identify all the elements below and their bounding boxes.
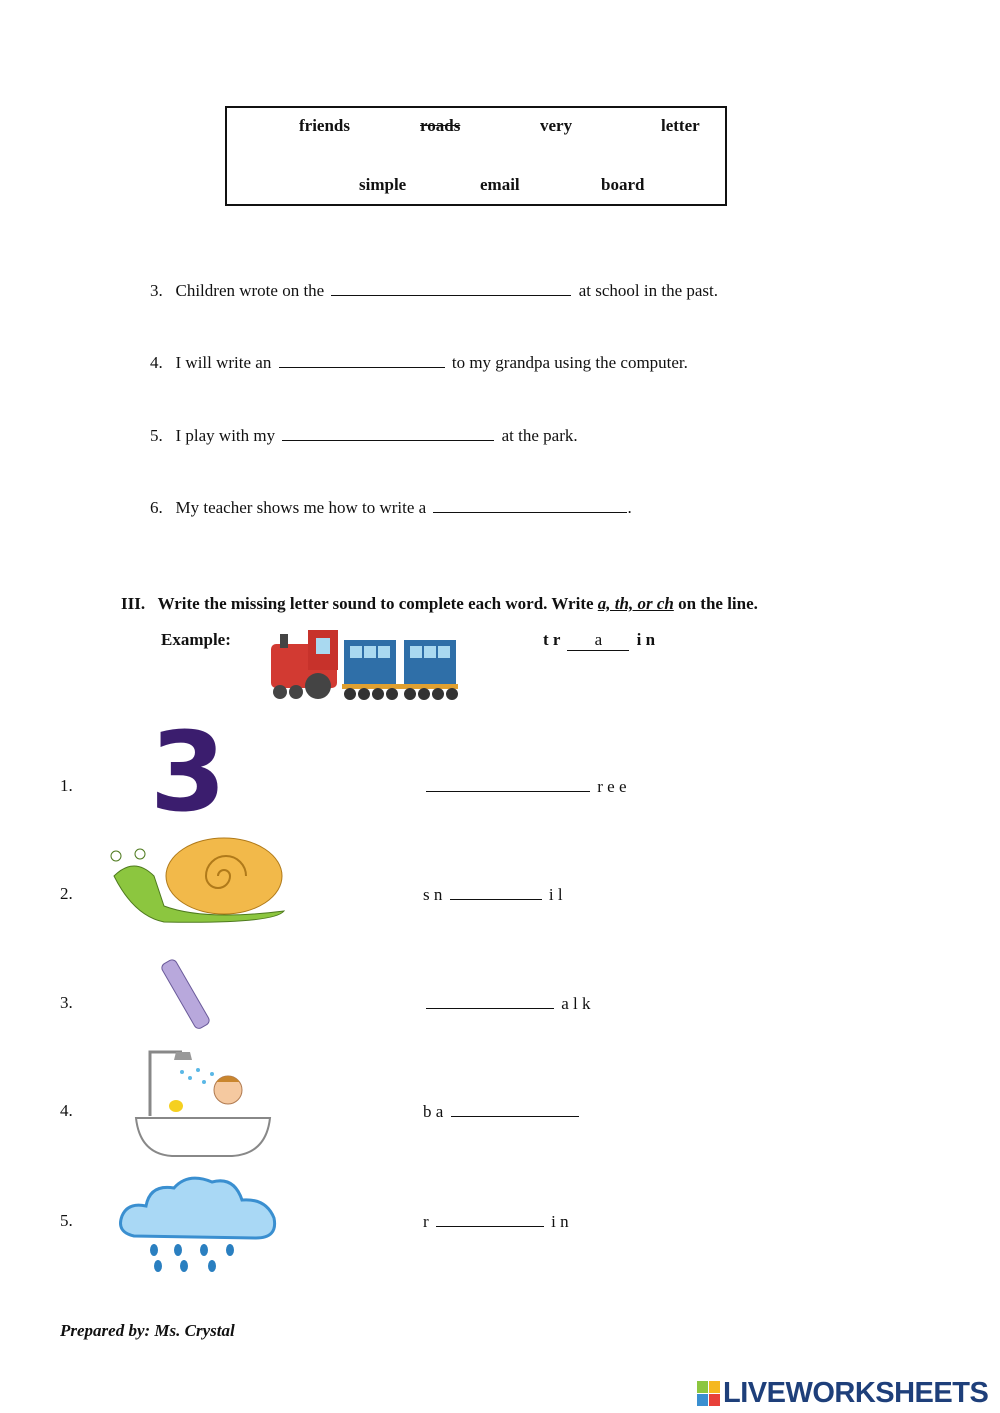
item-4-word	[423, 1101, 582, 1122]
sentence-number: 4.	[150, 353, 163, 372]
answer-blank[interactable]	[451, 1101, 579, 1117]
liveworksheets-logo[interactable]	[697, 1377, 988, 1410]
word-letter: letter	[661, 116, 700, 135]
word-friends: friends	[299, 116, 350, 135]
logo-blocks-icon	[697, 1381, 721, 1407]
section-3-heading	[121, 594, 758, 614]
sentence-text: Children wrote on the	[175, 281, 325, 300]
sentence-5	[150, 425, 578, 446]
item-number: 1.	[60, 776, 73, 795]
chalk-image	[160, 955, 220, 1035]
sentence-number: 3.	[150, 281, 163, 300]
word-bank	[225, 106, 727, 206]
answer-blank[interactable]	[331, 280, 571, 296]
item-5-word	[423, 1211, 569, 1232]
answer-blank[interactable]	[282, 425, 494, 441]
train-image	[266, 626, 462, 702]
sentence-3	[150, 280, 718, 301]
sentence-text: .	[627, 498, 632, 517]
instruction-text: Write the missing letter sound to complete each word. Write	[157, 594, 594, 613]
prepared-by: Prepared by: Ms. Crystal	[60, 1321, 235, 1340]
word-part: s n	[423, 885, 443, 904]
snail-image	[104, 836, 288, 926]
example-before: t r	[543, 630, 561, 649]
instruction-text: on the line.	[678, 594, 758, 613]
answer-blank[interactable]	[279, 352, 445, 368]
word-part: r e e	[597, 777, 627, 796]
example-label: Example:	[161, 630, 231, 649]
sentence-text: at school in the past.	[578, 281, 718, 300]
example-after: i n	[636, 630, 656, 649]
answer-blank[interactable]	[426, 993, 554, 1009]
sentence-4	[150, 352, 688, 373]
sentence-text: I will write an	[175, 353, 272, 372]
sentence-text: to my grandpa using the computer.	[451, 353, 688, 372]
bath-image	[132, 1046, 274, 1166]
word-part: i n	[551, 1212, 569, 1231]
section-numeral: III.	[121, 594, 146, 613]
example-answer: a	[567, 630, 629, 651]
word-part: i l	[548, 885, 563, 904]
item-3-word	[423, 993, 591, 1014]
word-part: a l k	[561, 994, 591, 1013]
word-email: email	[480, 175, 520, 194]
word-simple: simple	[359, 175, 407, 194]
item-number: 2.	[60, 884, 73, 903]
sentence-6	[150, 497, 632, 518]
item-number: 4.	[60, 1101, 73, 1120]
sentence-text: at the park.	[501, 426, 578, 445]
item-2-word	[423, 884, 563, 905]
answer-blank[interactable]	[426, 776, 590, 792]
instruction-options: a, th, or ch	[597, 594, 674, 613]
example-word	[543, 630, 655, 651]
number-three-image	[150, 720, 226, 816]
word-board: board	[601, 175, 645, 194]
word-roads: roads	[420, 116, 461, 135]
answer-blank[interactable]	[450, 884, 542, 900]
item-1-word	[423, 776, 627, 797]
svg-text:3: 3	[150, 720, 226, 816]
word-part: r	[423, 1212, 429, 1231]
answer-blank[interactable]	[436, 1211, 544, 1227]
word-part: b a	[423, 1102, 444, 1121]
sentence-text: I play with my	[175, 426, 276, 445]
word-very: very	[540, 116, 573, 135]
rain-cloud-image	[116, 1172, 280, 1276]
answer-blank[interactable]	[433, 497, 627, 513]
sentence-number: 5.	[150, 426, 163, 445]
item-number: 5.	[60, 1211, 73, 1230]
item-number: 3.	[60, 993, 73, 1012]
logo-text: LIVEWORKSHEETS	[723, 1377, 989, 1409]
sentence-number: 6.	[150, 498, 163, 517]
sentence-text: My teacher shows me how to write a	[175, 498, 427, 517]
